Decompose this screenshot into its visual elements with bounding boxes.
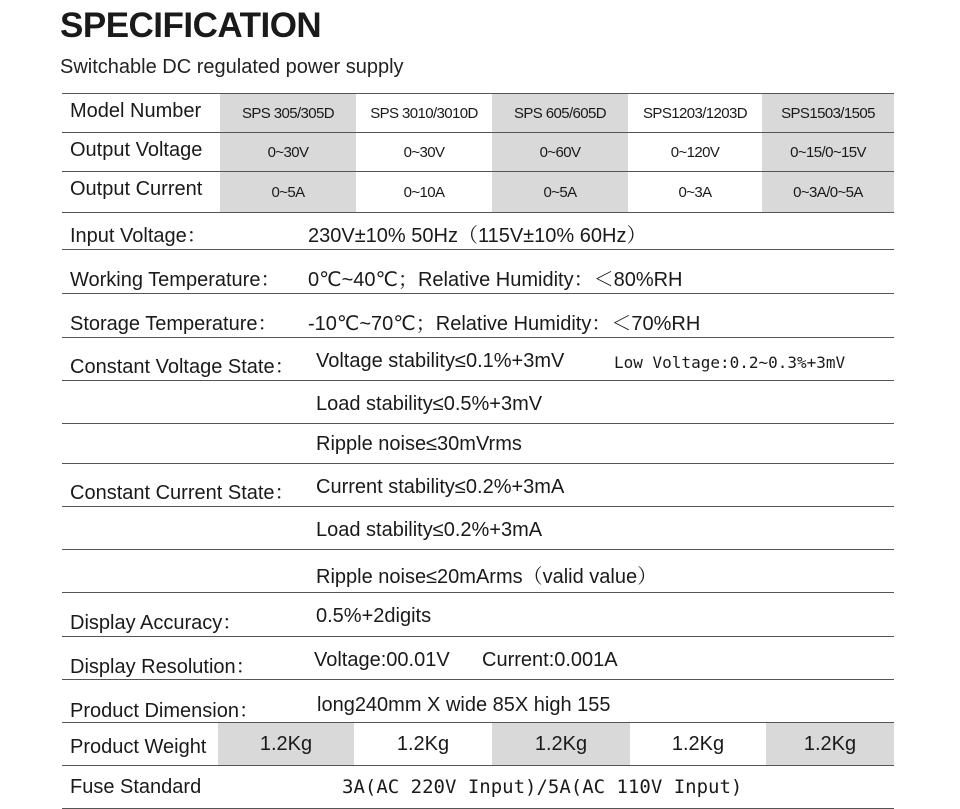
cv-load-stability: Load stability≤0.5%+3mV (316, 393, 543, 415)
voltage-cell: 0~30V (220, 133, 356, 171)
voltage-cell: 0~15/0~15V (762, 133, 894, 171)
display-resolution-voltage: Voltage:00.01V (314, 649, 450, 671)
storage-temp-label: Storage Temperature： (70, 313, 278, 335)
cv-ripple-noise: Ripple noise≤30mVrms (316, 433, 522, 455)
current-cell: 0~5A (220, 172, 356, 212)
spec-table (62, 93, 894, 809)
display-resolution-label: Display Resolution： (70, 656, 256, 678)
cv-voltage-stability: Voltage stability≤0.1%+3mV (316, 350, 565, 372)
weight-cell: 1.2Kg (396, 732, 450, 755)
fuse-standard-value: 3A(AC 220V Input)/5A(AC 110V Input) (342, 776, 743, 798)
weight-cells (218, 723, 894, 765)
model-cells (220, 94, 894, 132)
fuse-standard-label: Fuse Standard (70, 776, 202, 798)
model-cell: SPS 305/305D (220, 94, 356, 132)
cv-low-voltage: Low Voltage:0.2~0.3%+3mV (614, 353, 846, 372)
cc-ripple-row (62, 550, 894, 593)
product-weight-row (62, 723, 894, 766)
voltage-cell: 0~30V (403, 143, 445, 161)
model-cell: SPS 3010/3010D (370, 104, 478, 122)
page-title: SPECIFICATION (60, 6, 322, 45)
cv-ripple-row (62, 424, 894, 464)
model-cell: SPS1503/1505 (762, 94, 894, 132)
display-resolution-row (62, 637, 894, 680)
cv-state-label: Constant Voltage State： (70, 356, 295, 378)
output-current-label: Output Current (70, 178, 203, 200)
input-voltage-value: 230V±10% 50Hz（115V±10% 60Hz） (308, 225, 647, 247)
product-weight-label: Product Weight (70, 736, 207, 758)
output-voltage-row (62, 133, 894, 172)
display-accuracy-value: 0.5%+2digits (316, 605, 432, 627)
output-current-row (62, 172, 894, 213)
voltage-cells (220, 133, 894, 171)
working-temp-value: 0℃~40℃；Relative Humidity：＜80%RH (308, 269, 683, 291)
model-number-label: Model Number (70, 100, 202, 122)
model-number-row (62, 93, 894, 133)
voltage-cell: 0~60V (492, 133, 628, 171)
current-cells (220, 172, 894, 212)
page-subtitle: Switchable DC regulated power supply (60, 56, 404, 78)
cc-current-stability: Current stability≤0.2%+3mA (316, 476, 565, 498)
cc-load-stability: Load stability≤0.2%+3mA (316, 519, 543, 541)
fuse-standard-row (62, 766, 894, 809)
cc-ripple-noise: Ripple noise≤20mArms（valid value） (316, 566, 658, 588)
working-temp-row (62, 250, 894, 294)
weight-cell: 1.2Kg (766, 723, 894, 765)
weight-cell: 1.2Kg (671, 732, 725, 755)
model-cell: SPS1203/1203D (643, 104, 747, 122)
product-dimension-label: Product Dimension： (70, 700, 259, 722)
product-dimension-row (62, 680, 894, 723)
product-dimension-value: long240mm X wide 85X high 155 (317, 694, 611, 716)
weight-cell: 1.2Kg (218, 723, 354, 765)
cv-state-row (62, 338, 894, 381)
output-voltage-label: Output Voltage (70, 139, 203, 161)
input-voltage-row (62, 213, 894, 250)
weight-cell: 1.2Kg (492, 723, 630, 765)
cc-load-row (62, 507, 894, 550)
voltage-cell: 0~120V (670, 143, 720, 161)
storage-temp-value: -10℃~70℃；Relative Humidity：＜70%RH (308, 313, 701, 335)
cv-load-row (62, 381, 894, 424)
storage-temp-row (62, 294, 894, 338)
current-cell: 0~10A (403, 183, 445, 201)
cc-state-row (62, 464, 894, 507)
cc-state-label: Constant Current State： (70, 482, 295, 504)
display-accuracy-row (62, 593, 894, 637)
current-cell: 0~3A/0~5A (762, 172, 894, 212)
current-cell: 0~3A (678, 183, 712, 201)
current-cell: 0~5A (492, 172, 628, 212)
input-voltage-label: Input Voltage： (70, 225, 207, 247)
display-accuracy-label: Display Accuracy： (70, 612, 243, 634)
working-temp-label: Working Temperature： (70, 269, 281, 291)
model-cell: SPS 605/605D (492, 94, 628, 132)
display-resolution-current: Current:0.001A (482, 649, 618, 671)
